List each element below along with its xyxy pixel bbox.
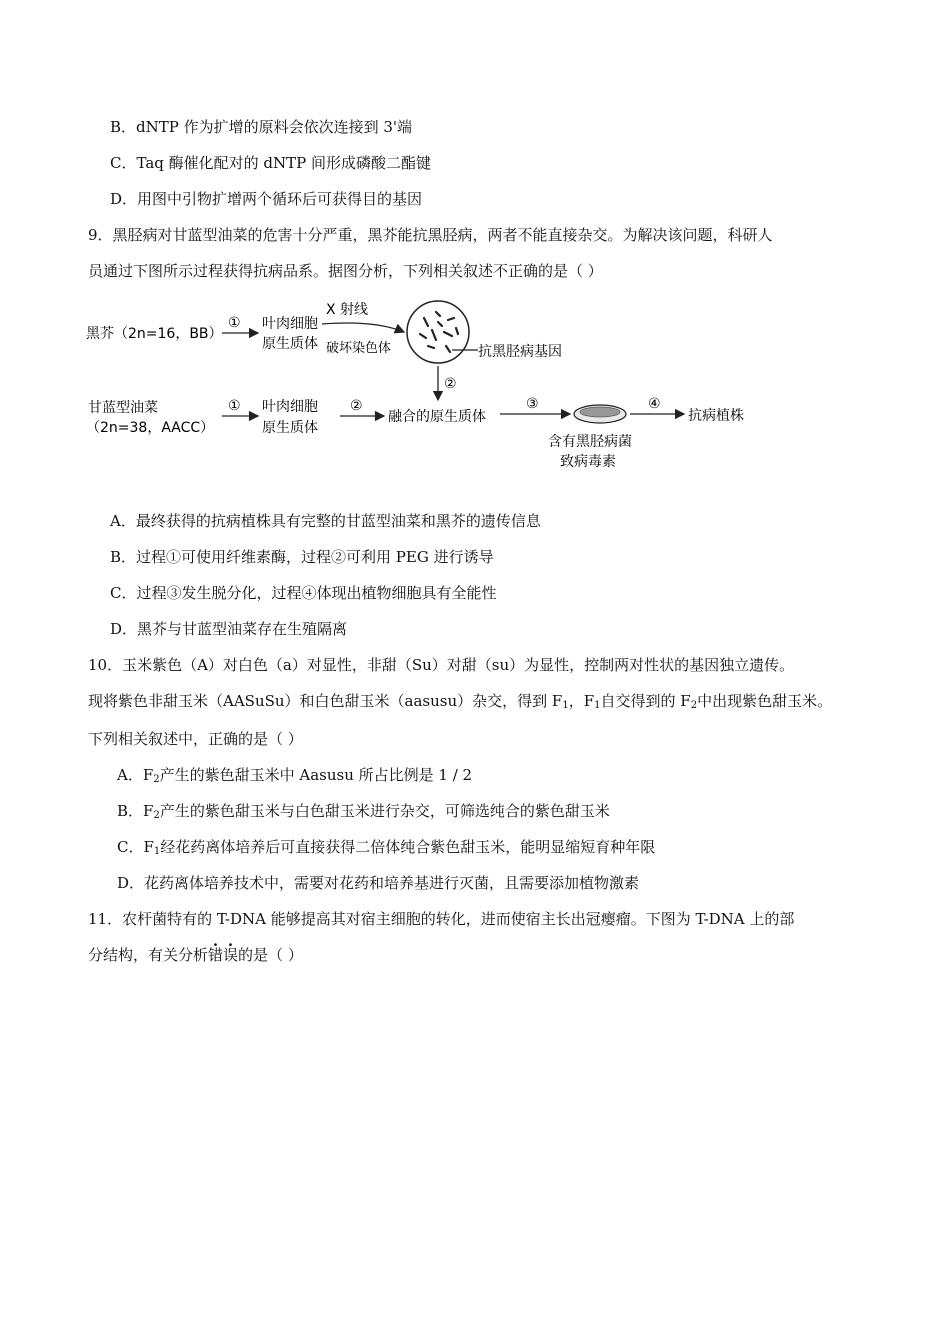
q9-stem-line2: 员通过下图所示过程获得抗病品系。据图分析，下列相关叙述不正确的是（ ）	[88, 262, 603, 280]
q8-option-b: B．dNTP 作为扩增的原料会依次连接到 3'端	[110, 118, 413, 136]
row2-step2: ②	[350, 398, 363, 414]
q9-option-d: D．黑芥与甘蓝型油菜存在生殖隔离	[110, 620, 348, 638]
emphasis-char-1: 错	[208, 946, 224, 964]
q10-stem-line1: 10．玉米紫色（A）对白色（a）对显性，非甜（Su）对甜（su）为显性，控制两对性状的基因独立遗传。	[88, 656, 795, 674]
q10-option-c: C．$F_1$经花药离体培养后可直接获得二倍体纯合紫色甜玉米，能明显缩短育种年限	[117, 838, 656, 857]
q11-stem-line1: 11．农杆菌特有的 T-DNA 能够提高其对宿主细胞的转化，进而使宿主长出冠瘿瘤。下图为 T-DNA 上的部	[88, 910, 795, 928]
break-chrom-label: 破坏染色体	[326, 341, 392, 356]
result-label: 抗病植株	[688, 408, 744, 424]
fused-label: 融合的原生质体	[388, 409, 486, 425]
medium-label-l2: 致病毒素	[560, 454, 616, 470]
row-step2-vertical: ②	[444, 376, 457, 392]
q9-diagram	[0, 296, 950, 486]
cell-circle	[407, 301, 469, 363]
row2-step1: ①	[228, 398, 241, 414]
xray-label: X 射线	[326, 302, 369, 318]
row1-protoplast-l1: 叶肉细胞	[262, 316, 318, 332]
row2-protoplast-l2: 原生质体	[262, 420, 318, 436]
q10-option-b: B．$F_2$产生的紫色甜玉米与白色甜玉米进行杂交，可筛选纯合的紫色甜玉米	[117, 802, 610, 821]
q9-option-b: B．过程①可使用纤维素酶，过程②可利用 PEG 进行诱导	[110, 548, 494, 566]
q10-option-a: A．$F_2$产生的紫色甜玉米中 Aasusu 所占比例是 1 / 2	[117, 766, 473, 785]
q10-option-d: D．花药离体培养技术中，需要对花药和培养基进行灭菌，且需要添加植物激素	[117, 874, 640, 892]
q9-stem-line1: 9．黑胫病对甘蓝型油菜的危害十分严重，黑芥能抗黑胫病，两者不能直接杂交。为解决该问题，科研人	[88, 226, 773, 244]
q10-stem-line3: 下列相关叙述中，正确的是（ ）	[88, 730, 303, 748]
row2-step4: ④	[648, 396, 661, 412]
q9-option-c: C．过程③发生脱分化，过程④体现出植物细胞具有全能性	[110, 584, 497, 602]
q8-option-d: D．用图中引物扩增两个循环后可获得目的基因	[110, 190, 423, 208]
source1-label: 黑芥（2n=16，BB）	[86, 326, 223, 342]
petri-dish-inner	[580, 407, 620, 417]
source2-label-l1: 甘蓝型油菜	[88, 400, 158, 416]
resist-gene-label: 抗黑胫病基因	[478, 344, 562, 360]
row2-step3: ③	[526, 396, 539, 412]
xray-arrow	[322, 323, 404, 332]
q11-stem-line2: 分结构，有关分析错误的是（ ）	[88, 946, 303, 964]
q9-option-a: A．最终获得的抗病植株具有完整的甘蓝型油菜和黑芥的遗传信息	[110, 512, 541, 530]
source2-label-l2: （2n=38，AACC）	[86, 420, 215, 436]
row1-protoplast-l2: 原生质体	[262, 336, 318, 352]
row1-step1: ①	[228, 315, 241, 331]
row2-protoplast-l1: 叶肉细胞	[262, 399, 318, 415]
medium-label-l1: 含有黑胫病菌	[548, 434, 632, 450]
emphasis-char-2: 误	[223, 946, 239, 964]
q10-stem-line2: 现将紫色非甜玉米（AASuSu）和白色甜玉米（aasusu）杂交，得到 $F_1$，$F_1$自交得到的 $F_2$中出现紫色甜玉米。	[88, 692, 833, 711]
q8-option-c: C．Taq 酶催化配对的 dNTP 间形成磷酸二酯键	[110, 154, 431, 172]
